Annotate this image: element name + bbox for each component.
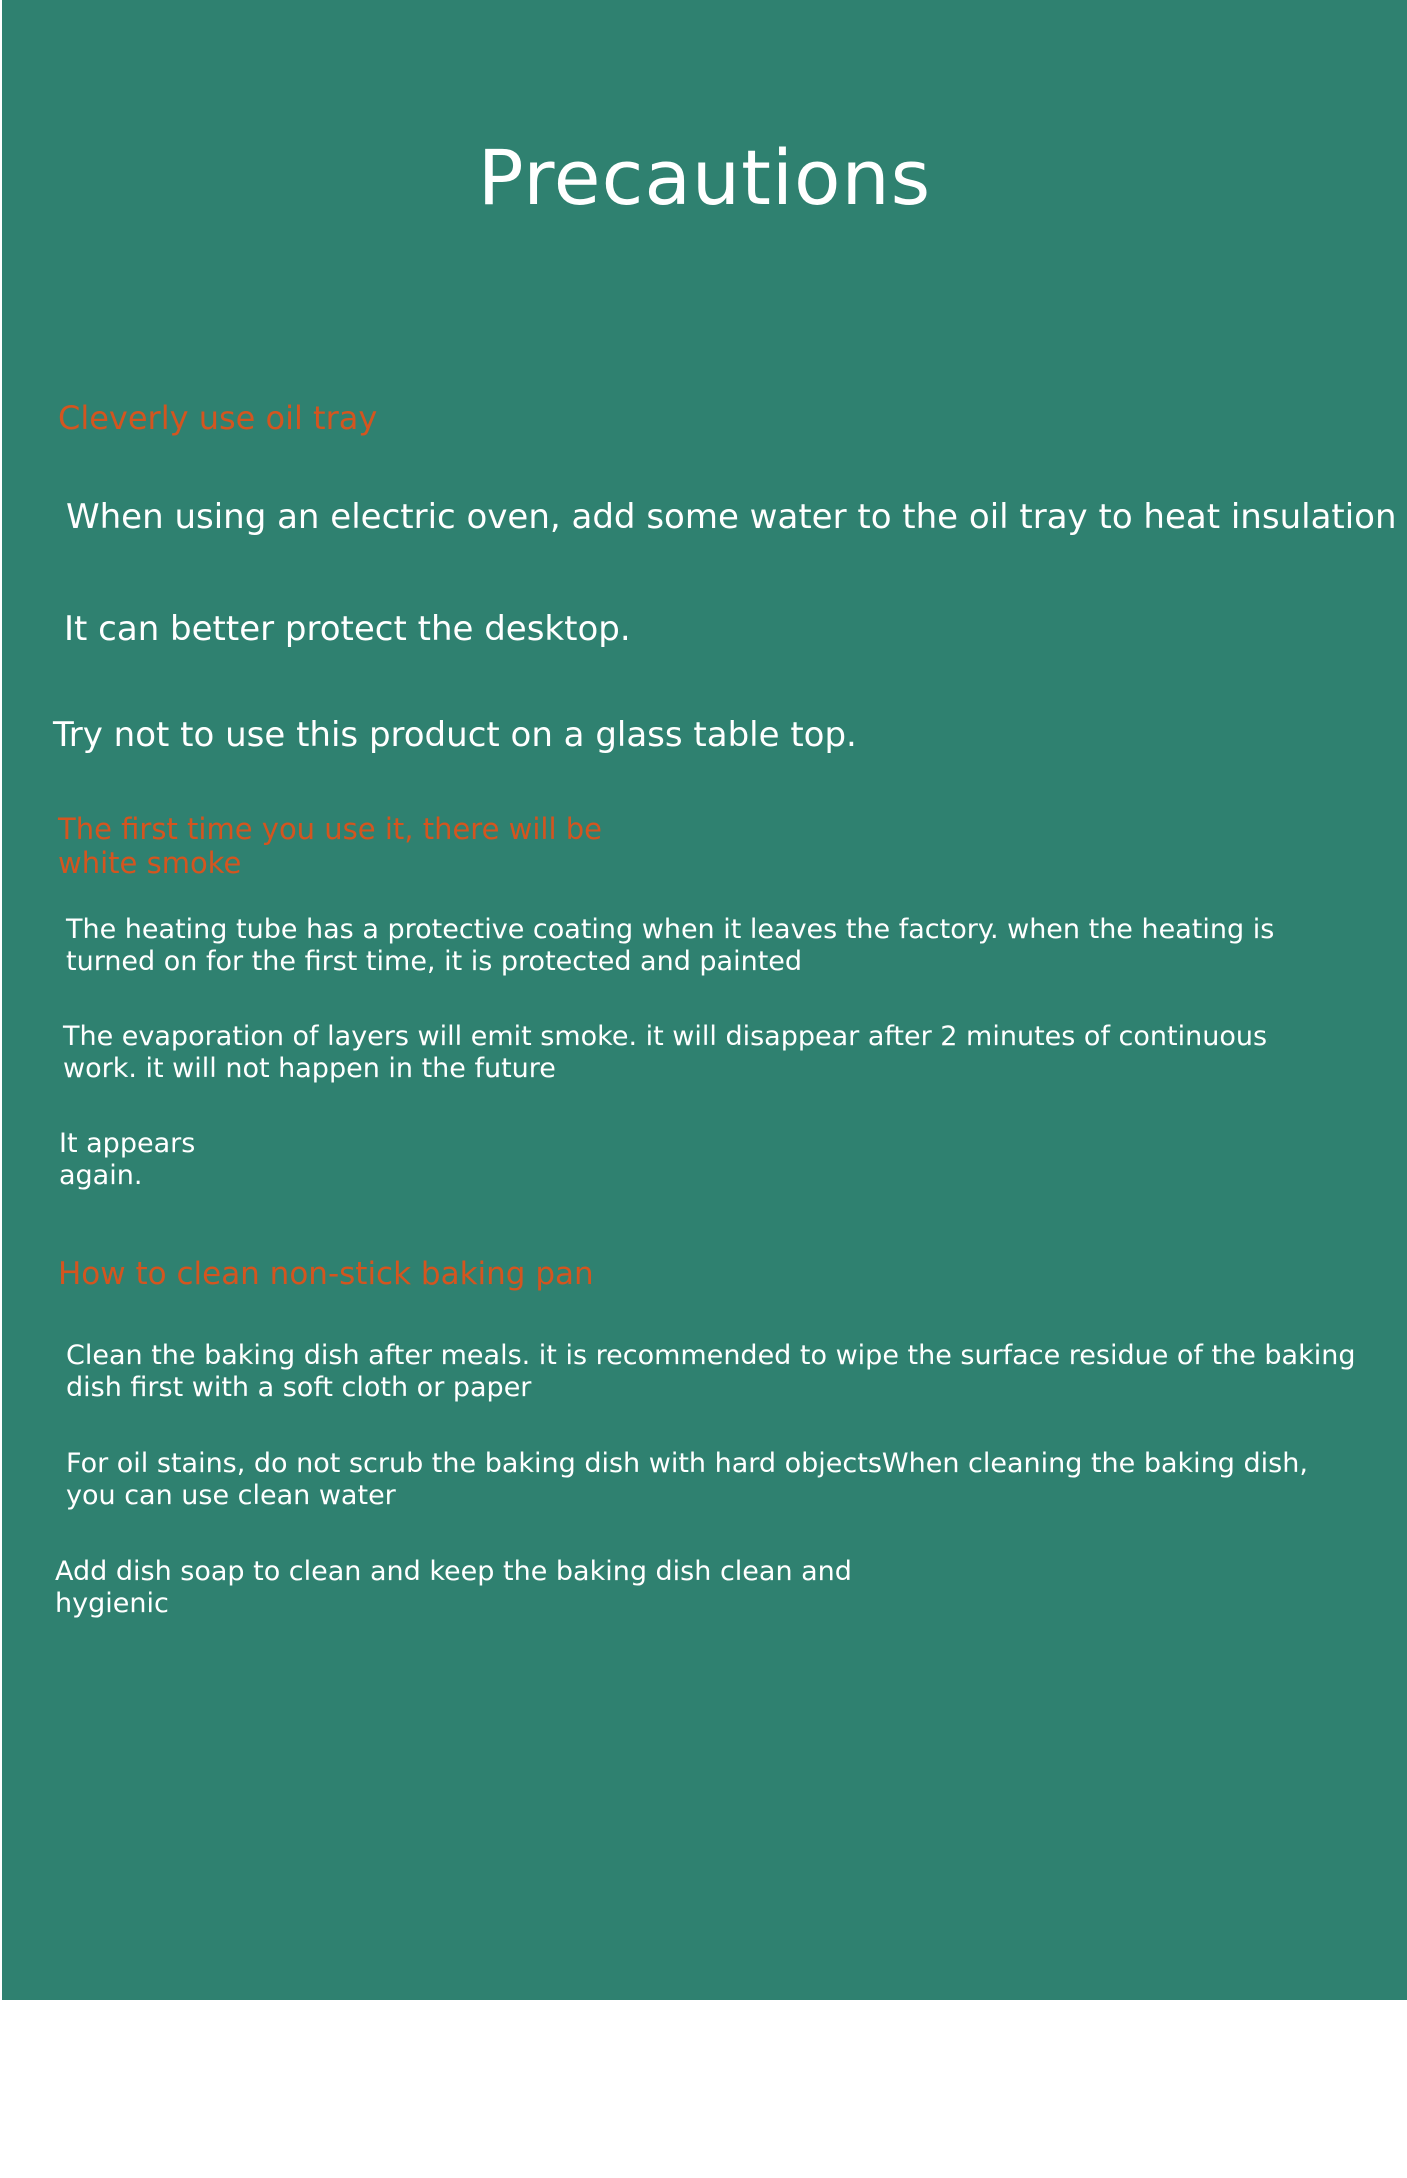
paragraph: It can better protect the desktop. [64,609,631,649]
section-heading-white-smoke: The first time you use it, there will be white smoke [58,812,602,880]
paragraph: When using an electric oven, add some water to the oil tray to heat insulation [66,497,1397,537]
page-title: Precautions [477,133,932,222]
paragraph: The evaporation of layers will emit smoke. it will disappear after 2 minutes of continuous work. it will not happen in the future [63,1021,1268,1084]
content-panel [2,0,1407,2000]
paragraph: For oil stains, do not scrub the baking dish with hard objectsWhen cleaning the baking dish, you can use clean water [66,1448,1308,1511]
paragraph: It appears again. [59,1128,196,1191]
paragraph: Try not to use this product on a glass table top. [53,715,857,755]
section-heading-cleaning: How to clean non-stick baking pan [58,1256,594,1292]
section-heading-oil-tray: Cleverly use oil tray [58,399,378,437]
paragraph: The heating tube has a protective coating when it leaves the factory. when the heating is turned on for the first time, it is protected and painted [66,914,1275,977]
paragraph: Clean the baking dish after meals. it is recommended to wipe the surface residue of the baking dish first with a soft cloth or paper [66,1340,1356,1403]
paragraph: Add dish soap to clean and keep the baking dish clean and hygienic [55,1556,852,1619]
